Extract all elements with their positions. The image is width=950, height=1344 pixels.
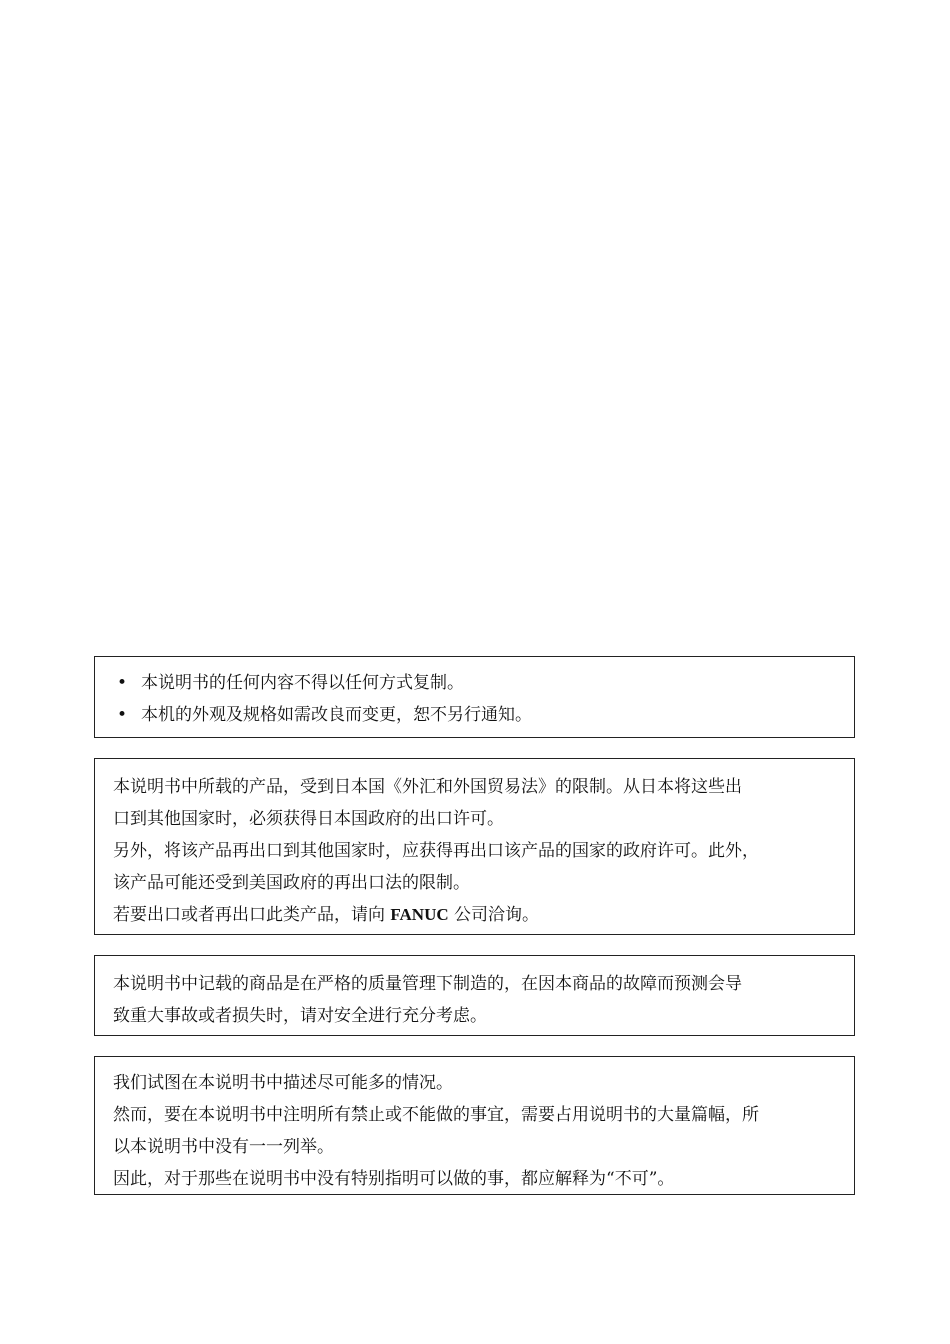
brand-name: FANUC: [390, 905, 449, 924]
notice-line: 然而，要在本说明书中注明所有禁止或不能做的事宜，需要占用说明书的大量篇幅，所: [113, 1105, 759, 1125]
bullet-glyph: •: [117, 705, 128, 725]
copyright-notice-box: [94, 656, 855, 738]
bullet-glyph: •: [117, 673, 128, 693]
notice-line: 致重大事故或者损失时，请对安全进行充分考虑。: [113, 1006, 487, 1026]
notice-line: 另外，将该产品再出口到其他国家时，应获得再出口该产品的国家的政府许可。此外，: [113, 841, 759, 861]
scope-notice-box: [94, 1056, 855, 1195]
bullet-item-text: 本机的外观及规格如需改良而变更，恕不另行通知。: [141, 705, 532, 725]
bullet-item-text: 本说明书的任何内容不得以任何方式复制。: [141, 673, 464, 693]
bullet-item: [113, 667, 836, 699]
notice-line: 因此，对于那些在说明书中没有特别指明可以做的事，都应解释为“不可”。: [113, 1169, 675, 1189]
notice-line: 该产品可能还受到美国政府的再出口法的限制。: [113, 873, 470, 893]
safety-notice-box: [94, 955, 855, 1036]
export-control-notice-box: [94, 758, 855, 935]
bullet-item: [113, 699, 836, 731]
notice-line: 以本说明书中没有一一列举。: [113, 1137, 334, 1157]
notice-line: 本说明书中所载的产品，受到日本国《外汇和外国贸易法》的限制。从日本将这些出: [113, 777, 742, 797]
notice-line: 本说明书中记载的商品是在严格的质量管理下制造的，在因本商品的故障而预测会导: [113, 974, 742, 994]
notice-line: 我们试图在本说明书中描述尽可能多的情况。: [113, 1073, 453, 1093]
notice-line: 口到其他国家时，必须获得日本国政府的出口许可。: [113, 809, 504, 829]
notice-line-contact: [113, 899, 836, 931]
contact-prefix: 若要出口或者再出口此类产品，请向: [113, 905, 391, 925]
contact-suffix: 公司洽询。: [448, 905, 540, 925]
